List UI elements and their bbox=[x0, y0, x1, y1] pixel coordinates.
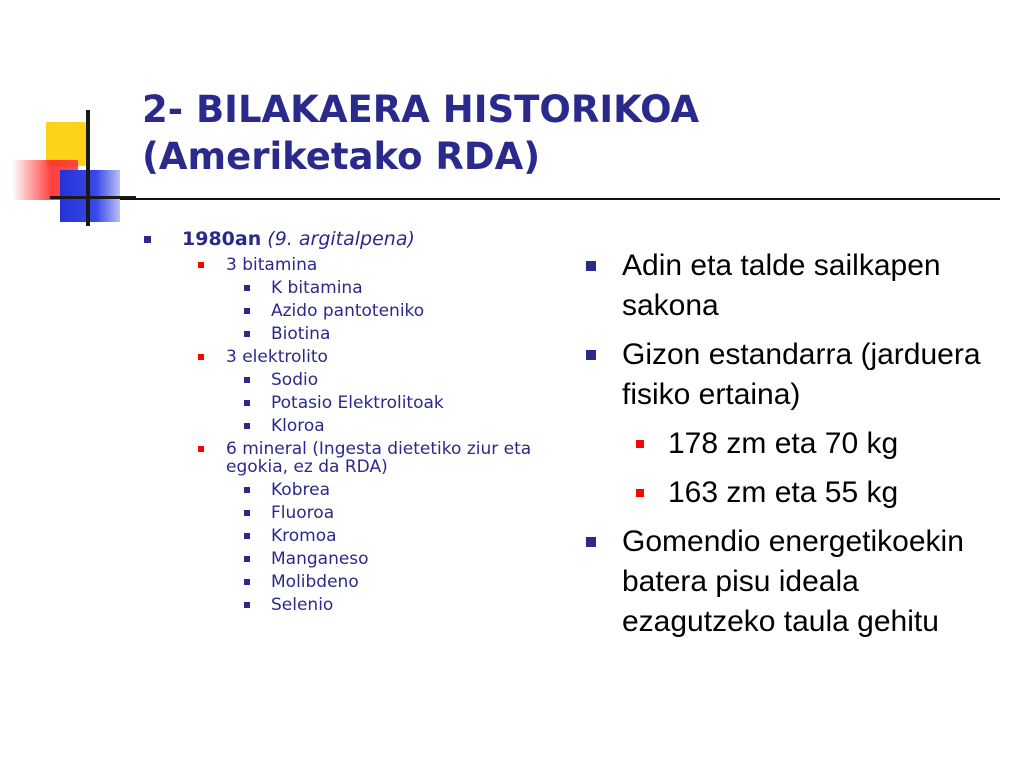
list-item-label: Adin eta talde sailkapen sakona bbox=[622, 249, 941, 322]
list-item bbox=[140, 302, 580, 320]
list-item-label: Azido pantoteniko bbox=[271, 301, 425, 321]
title-underline bbox=[120, 198, 1000, 200]
bullet-icon bbox=[244, 487, 250, 493]
slide-title bbox=[142, 86, 1002, 180]
list-item-label: Kromoa bbox=[271, 526, 337, 546]
bullet-icon bbox=[244, 602, 250, 608]
bullet-icon bbox=[244, 331, 250, 337]
sub-list-item bbox=[582, 473, 1002, 513]
slide-title-line-2: (Ameriketako RDA) bbox=[142, 135, 541, 178]
slide-logo-decoration bbox=[0, 0, 140, 240]
list-item bbox=[140, 527, 580, 545]
list-item-label: Sodio bbox=[271, 370, 319, 390]
right-bullet-list bbox=[582, 246, 1002, 651]
list-group-vitamins bbox=[140, 256, 580, 274]
list-item bbox=[140, 371, 580, 389]
bullet-icon bbox=[198, 262, 204, 268]
list-item-label: Molibdeno bbox=[271, 572, 359, 592]
sub-list-item bbox=[582, 424, 1002, 464]
list-item bbox=[582, 522, 1002, 642]
list-item bbox=[140, 325, 580, 343]
list-item bbox=[140, 279, 580, 297]
sub-list-item-label: 178 zm eta 70 kg bbox=[668, 427, 899, 460]
bullet-icon bbox=[144, 236, 151, 243]
bullet-icon bbox=[244, 308, 250, 314]
list-item-label: Biotina bbox=[271, 324, 331, 344]
group-label: 6 mineral (Ingesta dietetiko ziur eta egokia, ez da RDA) bbox=[226, 439, 532, 477]
list-item-label: K bitamina bbox=[271, 278, 363, 298]
list-item-label: Potasio Elektrolitoak bbox=[271, 393, 444, 413]
list-item-label: Gomendio energetikoekin batera pisu ideala ezagutzeko taula gehitu bbox=[622, 525, 964, 638]
list-item bbox=[140, 504, 580, 522]
list-item-label: Fluoroa bbox=[271, 503, 335, 523]
list-item bbox=[140, 573, 580, 591]
list-item-label: Gizon estandarra (jarduera fisiko ertaina) bbox=[622, 338, 981, 411]
bullet-icon bbox=[198, 446, 204, 452]
sub-list-item-label: 163 zm eta 55 kg bbox=[668, 476, 899, 509]
group-label: 3 elektrolito bbox=[226, 347, 328, 367]
heading-edition: (9. argitalpena) bbox=[267, 228, 415, 250]
bullet-icon bbox=[244, 579, 250, 585]
group-label: 3 bitamina bbox=[226, 255, 318, 275]
bullet-icon bbox=[636, 440, 644, 448]
bullet-icon bbox=[586, 350, 596, 360]
bullet-icon bbox=[244, 423, 250, 429]
bullet-icon bbox=[244, 377, 250, 383]
slide-title-line-1: 2- BILAKAERA HISTORIKOA bbox=[142, 88, 700, 131]
bullet-icon bbox=[244, 400, 250, 406]
bullet-icon bbox=[244, 533, 250, 539]
list-heading-item bbox=[140, 227, 580, 251]
bullet-icon bbox=[244, 556, 250, 562]
bullet-icon bbox=[244, 510, 250, 516]
heading-year: 1980an bbox=[182, 228, 262, 250]
list-group-minerals bbox=[140, 440, 580, 476]
list-item-label: Kloroa bbox=[271, 416, 325, 436]
bullet-icon bbox=[636, 489, 644, 497]
bullet-icon bbox=[244, 285, 250, 291]
list-item bbox=[140, 417, 580, 435]
list-item bbox=[140, 550, 580, 568]
logo-vertical-line bbox=[86, 110, 90, 226]
bullet-icon bbox=[586, 261, 596, 271]
list-item-label: Manganeso bbox=[271, 549, 369, 569]
list-item-label: Selenio bbox=[271, 595, 334, 615]
list-item bbox=[140, 394, 580, 412]
list-item bbox=[140, 596, 580, 614]
list-item bbox=[140, 481, 580, 499]
bullet-icon bbox=[586, 537, 596, 547]
list-group-electrolytes bbox=[140, 348, 580, 366]
list-item bbox=[582, 335, 1002, 415]
left-bullet-list bbox=[140, 227, 580, 619]
list-item-label: Kobrea bbox=[271, 480, 330, 500]
bullet-icon bbox=[198, 354, 204, 360]
list-item bbox=[582, 246, 1002, 326]
